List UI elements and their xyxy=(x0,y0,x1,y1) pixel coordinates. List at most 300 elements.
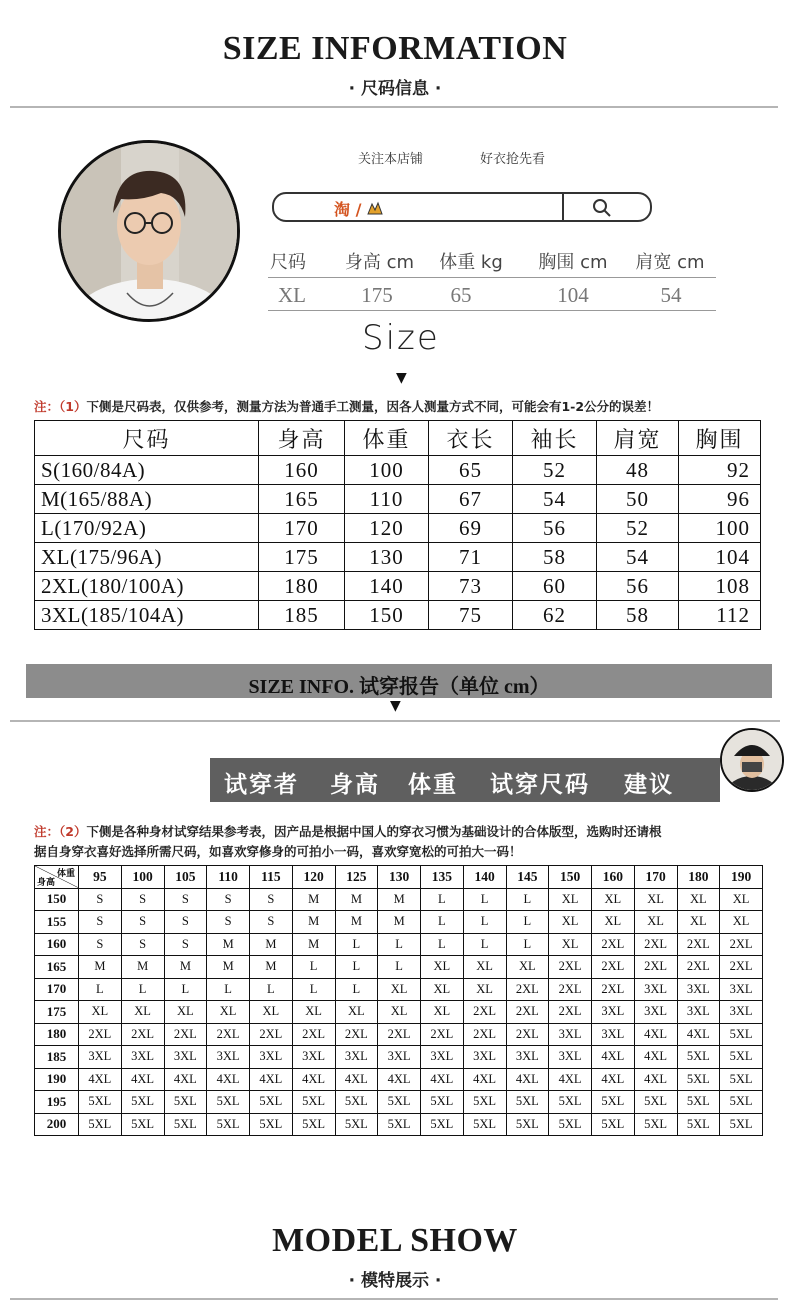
table-cell: XL xyxy=(207,1001,250,1024)
stat-value: 104 xyxy=(557,283,589,307)
table-cell: 2XL xyxy=(506,1001,549,1024)
table-cell: 5XL xyxy=(592,1091,635,1114)
height-header: 160 xyxy=(35,933,79,956)
table-cell: 2XL xyxy=(592,978,635,1001)
table-cell: 5XL xyxy=(720,1113,763,1136)
taobao-logo: 淘 / xyxy=(334,200,362,219)
table-cell: L xyxy=(250,978,293,1001)
table-cell: M xyxy=(335,888,378,911)
table-cell: S xyxy=(250,888,293,911)
fit-report-banner xyxy=(26,664,772,698)
table-cell: S xyxy=(164,888,207,911)
table-cell: M xyxy=(292,888,335,911)
table-cell: 5XL xyxy=(292,1091,335,1114)
table-cell: 5XL xyxy=(634,1113,677,1136)
weight-header: 125 xyxy=(335,866,378,889)
table-cell: 73 xyxy=(429,572,513,601)
table-cell: M xyxy=(335,911,378,934)
table-row xyxy=(35,543,761,572)
table-cell: 5XL xyxy=(378,1091,421,1114)
table-cell: 75 xyxy=(429,601,513,630)
table-cell: 165 xyxy=(259,485,345,514)
stat-value: XL xyxy=(278,283,306,307)
table-header-row xyxy=(35,421,761,456)
height-header: 195 xyxy=(35,1091,79,1114)
divider xyxy=(268,277,716,278)
table-cell: 3XL xyxy=(121,1046,164,1069)
hand-icon xyxy=(366,200,384,216)
table-cell: L xyxy=(506,933,549,956)
table-cell: 5XL xyxy=(121,1113,164,1136)
table-row xyxy=(35,1068,763,1091)
table-cell: 5XL xyxy=(335,1091,378,1114)
table-cell: 5XL xyxy=(677,1046,720,1069)
table-row xyxy=(35,1091,763,1114)
table-cell: 54 xyxy=(597,543,679,572)
table-cell: 5XL xyxy=(720,1046,763,1069)
fit-header-label: 建议 xyxy=(624,772,674,798)
table-cell: XL xyxy=(549,933,592,956)
weight-header: 95 xyxy=(79,866,122,889)
table-cell: 50 xyxy=(597,485,679,514)
size-label: 3XL(185/104A) xyxy=(35,601,259,630)
height-header: 150 xyxy=(35,888,79,911)
table-row xyxy=(35,572,761,601)
model-stats-header xyxy=(270,248,720,274)
table-cell: 56 xyxy=(597,572,679,601)
table-cell: S xyxy=(164,911,207,934)
table-cell: 5XL xyxy=(677,1113,720,1136)
table-cell: XL xyxy=(421,1001,464,1024)
table-cell: L xyxy=(463,888,506,911)
table-row xyxy=(35,514,761,543)
table-row xyxy=(35,601,761,630)
table-cell: S xyxy=(79,888,122,911)
follow-store-link[interactable]: 关注本店铺 xyxy=(358,152,424,167)
table-row xyxy=(35,956,763,979)
divider xyxy=(10,1298,778,1300)
table-cell: 5XL xyxy=(463,1113,506,1136)
table-cell: 2XL xyxy=(378,1023,421,1046)
table-cell: 2XL xyxy=(592,956,635,979)
section-subtitle: · 模特展示 · xyxy=(348,1271,442,1291)
magnifier-icon[interactable] xyxy=(592,198,612,218)
height-header: 185 xyxy=(35,1046,79,1069)
table-row xyxy=(35,456,761,485)
table-cell: L xyxy=(164,978,207,1001)
size-heading: Size xyxy=(362,318,440,358)
table-cell: 130 xyxy=(345,543,429,572)
table-cell: S xyxy=(79,911,122,934)
table-cell: 3XL xyxy=(634,1001,677,1024)
table-cell: 2XL xyxy=(592,933,635,956)
table-cell: S xyxy=(79,933,122,956)
table-row xyxy=(35,1046,763,1069)
table-cell: XL xyxy=(378,978,421,1001)
table-cell: 4XL xyxy=(677,1023,720,1046)
table-cell: 3XL xyxy=(506,1046,549,1069)
weight-header: 160 xyxy=(592,866,635,889)
table-cell: 4XL xyxy=(421,1068,464,1091)
table-cell: 4XL xyxy=(634,1023,677,1046)
table-cell: L xyxy=(335,978,378,1001)
stat-label: 尺码 xyxy=(270,252,306,273)
weight-header: 180 xyxy=(677,866,720,889)
table-cell: L xyxy=(421,933,464,956)
down-arrow-icon: ▼ xyxy=(390,698,401,714)
table-cell: XL xyxy=(592,911,635,934)
fit-header-bar xyxy=(210,758,720,802)
table-cell: 5XL xyxy=(292,1113,335,1136)
table-cell: 2XL xyxy=(463,1001,506,1024)
table-cell: 4XL xyxy=(634,1046,677,1069)
section-title: MODEL SHOW xyxy=(272,1222,518,1259)
stat-value: 175 xyxy=(361,283,393,307)
table-cell: 5XL xyxy=(720,1091,763,1114)
weight-header: 105 xyxy=(164,866,207,889)
table-cell: S xyxy=(121,911,164,934)
table-cell: 170 xyxy=(259,514,345,543)
divider xyxy=(268,310,716,311)
table-cell: 5XL xyxy=(677,1091,720,1114)
table-cell: 5XL xyxy=(378,1113,421,1136)
size-label: 2XL(180/100A) xyxy=(35,572,259,601)
table-cell: L xyxy=(79,978,122,1001)
weight-header: 190 xyxy=(720,866,763,889)
table-cell: XL xyxy=(121,1001,164,1024)
table-cell: XL xyxy=(335,1001,378,1024)
note-prefix: 注：（2） xyxy=(34,824,87,839)
table-cell: 3XL xyxy=(378,1046,421,1069)
table-cell: 3XL xyxy=(592,1001,635,1024)
table-cell: L xyxy=(463,933,506,956)
table-cell: M xyxy=(292,933,335,956)
table-cell: 3XL xyxy=(421,1046,464,1069)
table-cell: 2XL xyxy=(549,956,592,979)
table-cell: XL xyxy=(720,911,763,934)
table-cell: 3XL xyxy=(79,1046,122,1069)
table-cell: XL xyxy=(378,1001,421,1024)
model-photo xyxy=(61,143,237,319)
fit-header-label: 体重 xyxy=(408,772,458,798)
table-cell: 58 xyxy=(513,543,597,572)
table-cell: 3XL xyxy=(720,1001,763,1024)
banner-title: SIZE INFO. 试穿报告（单位 cm） xyxy=(248,676,550,698)
size-note xyxy=(34,397,659,415)
table-cell: 140 xyxy=(345,572,429,601)
height-header: 165 xyxy=(35,956,79,979)
table-cell: L xyxy=(292,978,335,1001)
section-subtitle: · 尺码信息 · xyxy=(348,79,442,99)
table-cell: 4XL xyxy=(79,1068,122,1091)
table-cell: 4XL xyxy=(207,1068,250,1091)
table-cell: 65 xyxy=(429,456,513,485)
table-cell: 2XL xyxy=(79,1023,122,1046)
weight-header: 170 xyxy=(634,866,677,889)
table-cell: 4XL xyxy=(335,1068,378,1091)
down-arrow-icon: ▼ xyxy=(396,370,407,386)
table-cell: 5XL xyxy=(335,1113,378,1136)
search-bar[interactable] xyxy=(272,192,652,222)
table-cell: 100 xyxy=(345,456,429,485)
table-cell: 96 xyxy=(679,485,761,514)
table-cell: XL xyxy=(164,1001,207,1024)
weight-header: 145 xyxy=(506,866,549,889)
table-cell: 58 xyxy=(597,601,679,630)
table-cell: L xyxy=(335,933,378,956)
table-cell: 185 xyxy=(259,601,345,630)
new-arrivals-link[interactable]: 好衣抢先看 xyxy=(480,152,546,167)
table-cell: 69 xyxy=(429,514,513,543)
table-cell: 5XL xyxy=(506,1091,549,1114)
table-cell: 3XL xyxy=(720,978,763,1001)
column-header: 肩宽 xyxy=(597,421,679,456)
height-header: 170 xyxy=(35,978,79,1001)
table-cell: 4XL xyxy=(592,1046,635,1069)
table-cell: 3XL xyxy=(335,1046,378,1069)
stat-label: 身高 cm xyxy=(344,252,415,273)
table-corner xyxy=(35,866,79,889)
table-cell: 2XL xyxy=(506,978,549,1001)
size-label: XL(175/96A) xyxy=(35,543,259,572)
fit-header-label: 试穿者 xyxy=(224,772,299,798)
size-label: S(160/84A) xyxy=(35,456,259,485)
table-cell: 5XL xyxy=(421,1091,464,1114)
table-cell: 52 xyxy=(597,514,679,543)
table-cell: 3XL xyxy=(250,1046,293,1069)
table-cell: XL xyxy=(250,1001,293,1024)
stat-value: 54 xyxy=(660,283,682,307)
table-cell: 92 xyxy=(679,456,761,485)
table-cell: 160 xyxy=(259,456,345,485)
divider xyxy=(10,720,780,722)
height-header: 155 xyxy=(35,911,79,934)
table-cell: 52 xyxy=(513,456,597,485)
table-cell: 4XL xyxy=(121,1068,164,1091)
table-cell: L xyxy=(506,888,549,911)
table-cell: L xyxy=(378,956,421,979)
table-cell: 5XL xyxy=(79,1113,122,1136)
fit-header-label: 试穿尺码 xyxy=(490,772,590,798)
table-cell: XL xyxy=(421,956,464,979)
fitter-photo xyxy=(722,730,782,790)
table-cell: 54 xyxy=(513,485,597,514)
table-cell: 4XL xyxy=(634,1068,677,1091)
table-cell: XL xyxy=(720,888,763,911)
note-text: 下侧是各种身材试穿结果参考表，因产品是根据中国人的穿衣习惯为基础设计的合体版型，选购时还请根 xyxy=(86,824,662,839)
column-header: 袖长 xyxy=(513,421,597,456)
weight-header: 120 xyxy=(292,866,335,889)
size-label: M(165/88A) xyxy=(35,485,259,514)
fit-note xyxy=(34,822,661,840)
table-row xyxy=(35,911,763,934)
table-cell: 2XL xyxy=(677,956,720,979)
table-cell: 71 xyxy=(429,543,513,572)
table-cell: M xyxy=(121,956,164,979)
column-header: 身高 xyxy=(259,421,345,456)
table-cell: 150 xyxy=(345,601,429,630)
table-cell: 3XL xyxy=(292,1046,335,1069)
table-cell: 5XL xyxy=(720,1068,763,1091)
table-cell: 5XL xyxy=(421,1113,464,1136)
table-cell: 5XL xyxy=(549,1113,592,1136)
table-cell: 3XL xyxy=(677,978,720,1001)
table-cell: 2XL xyxy=(634,933,677,956)
table-cell: 5XL xyxy=(677,1068,720,1091)
table-cell: 4XL xyxy=(250,1068,293,1091)
table-cell: M xyxy=(250,933,293,956)
column-header: 体重 xyxy=(345,421,429,456)
table-cell: 112 xyxy=(679,601,761,630)
table-cell: 2XL xyxy=(506,1023,549,1046)
table-cell: 110 xyxy=(345,485,429,514)
stat-label: 肩宽 cm xyxy=(635,252,705,273)
table-cell: 5XL xyxy=(634,1091,677,1114)
divider xyxy=(10,106,778,108)
weight-header: 110 xyxy=(207,866,250,889)
table-cell: 3XL xyxy=(463,1046,506,1069)
table-cell: XL xyxy=(506,956,549,979)
table-row xyxy=(35,1001,763,1024)
table-cell: 120 xyxy=(345,514,429,543)
table-cell: XL xyxy=(549,888,592,911)
table-cell: 3XL xyxy=(634,978,677,1001)
table-cell: 5XL xyxy=(207,1091,250,1114)
table-cell: XL xyxy=(292,1001,335,1024)
table-cell: 2XL xyxy=(549,1001,592,1024)
fit-chart-table xyxy=(34,865,763,1136)
table-cell: 2XL xyxy=(335,1023,378,1046)
table-cell: XL xyxy=(677,911,720,934)
fit-header-label: 身高 xyxy=(330,772,380,798)
stat-value: 65 xyxy=(450,283,472,307)
height-header: 190 xyxy=(35,1068,79,1091)
table-cell: M xyxy=(207,956,250,979)
table-row xyxy=(35,485,761,514)
stat-label: 胸围 cm xyxy=(538,252,608,273)
table-header-row xyxy=(35,866,763,889)
table-cell: 56 xyxy=(513,514,597,543)
table-cell: S xyxy=(121,888,164,911)
table-cell: S xyxy=(207,911,250,934)
table-cell: L xyxy=(378,933,421,956)
table-row xyxy=(35,978,763,1001)
table-cell: L xyxy=(506,911,549,934)
table-cell: 5XL xyxy=(506,1113,549,1136)
table-cell: 3XL xyxy=(677,1001,720,1024)
table-cell: S xyxy=(207,888,250,911)
table-cell: 60 xyxy=(513,572,597,601)
table-cell: 2XL xyxy=(421,1023,464,1046)
model-avatar xyxy=(58,140,240,322)
table-cell: L xyxy=(335,956,378,979)
table-cell: M xyxy=(207,933,250,956)
table-cell: L xyxy=(121,978,164,1001)
table-cell: 5XL xyxy=(549,1091,592,1114)
weight-header: 130 xyxy=(378,866,421,889)
table-cell: M xyxy=(378,888,421,911)
table-cell: 2XL xyxy=(250,1023,293,1046)
table-cell: 4XL xyxy=(292,1068,335,1091)
table-cell: XL xyxy=(634,911,677,934)
table-cell: L xyxy=(421,911,464,934)
corner-height-label: 身高 xyxy=(37,877,56,888)
column-header: 衣长 xyxy=(429,421,513,456)
stat-label: 体重 kg xyxy=(439,252,503,273)
table-row xyxy=(35,933,763,956)
table-cell: 4XL xyxy=(463,1068,506,1091)
table-cell: 2XL xyxy=(720,956,763,979)
table-cell: 5XL xyxy=(121,1091,164,1114)
column-header: 尺码 xyxy=(35,421,259,456)
table-cell: XL xyxy=(79,1001,122,1024)
table-cell: 3XL xyxy=(207,1046,250,1069)
table-cell: S xyxy=(164,933,207,956)
table-cell: 5XL xyxy=(250,1091,293,1114)
note-prefix: 注：（1） xyxy=(34,399,87,414)
table-cell: 5XL xyxy=(164,1091,207,1114)
table-cell: 5XL xyxy=(207,1113,250,1136)
table-cell: S xyxy=(250,911,293,934)
table-cell: 4XL xyxy=(592,1068,635,1091)
table-row xyxy=(35,888,763,911)
table-cell: M xyxy=(79,956,122,979)
table-cell: M xyxy=(250,956,293,979)
table-cell: 2XL xyxy=(549,978,592,1001)
size-label: L(170/92A) xyxy=(35,514,259,543)
table-cell: L xyxy=(292,956,335,979)
weight-header: 140 xyxy=(463,866,506,889)
height-header: 200 xyxy=(35,1113,79,1136)
table-cell: 4XL xyxy=(506,1068,549,1091)
table-cell: 108 xyxy=(679,572,761,601)
search-divider xyxy=(562,194,564,220)
height-header: 180 xyxy=(35,1023,79,1046)
table-cell: 3XL xyxy=(592,1023,635,1046)
table-cell: 5XL xyxy=(592,1113,635,1136)
table-cell: 48 xyxy=(597,456,679,485)
table-cell: XL xyxy=(592,888,635,911)
table-cell: 4XL xyxy=(378,1068,421,1091)
table-cell: L xyxy=(463,911,506,934)
note-text: 下侧是尺码表，仅供参考，测量方法为普通手工测量，因各人测量方式不同，可能会有1-2公分的误差！ xyxy=(86,399,660,414)
table-cell: 2XL xyxy=(720,933,763,956)
weight-header: 135 xyxy=(421,866,464,889)
fitter-avatar xyxy=(720,728,784,792)
table-cell: S xyxy=(121,933,164,956)
table-cell: 5XL xyxy=(720,1023,763,1046)
size-chart-table xyxy=(34,420,761,630)
table-cell: 5XL xyxy=(463,1091,506,1114)
table-cell: 104 xyxy=(679,543,761,572)
table-cell: 62 xyxy=(513,601,597,630)
table-cell: 5XL xyxy=(79,1091,122,1114)
weight-header: 150 xyxy=(549,866,592,889)
height-header: 175 xyxy=(35,1001,79,1024)
table-cell: 5XL xyxy=(164,1113,207,1136)
table-cell: XL xyxy=(463,978,506,1001)
table-cell: 2XL xyxy=(207,1023,250,1046)
table-cell: 5XL xyxy=(250,1113,293,1136)
table-cell: XL xyxy=(549,911,592,934)
table-cell: 4XL xyxy=(164,1068,207,1091)
table-cell: 3XL xyxy=(549,1046,592,1069)
table-cell: L xyxy=(207,978,250,1001)
weight-header: 100 xyxy=(121,866,164,889)
table-row xyxy=(35,1113,763,1136)
table-cell: M xyxy=(164,956,207,979)
table-cell: 2XL xyxy=(121,1023,164,1046)
